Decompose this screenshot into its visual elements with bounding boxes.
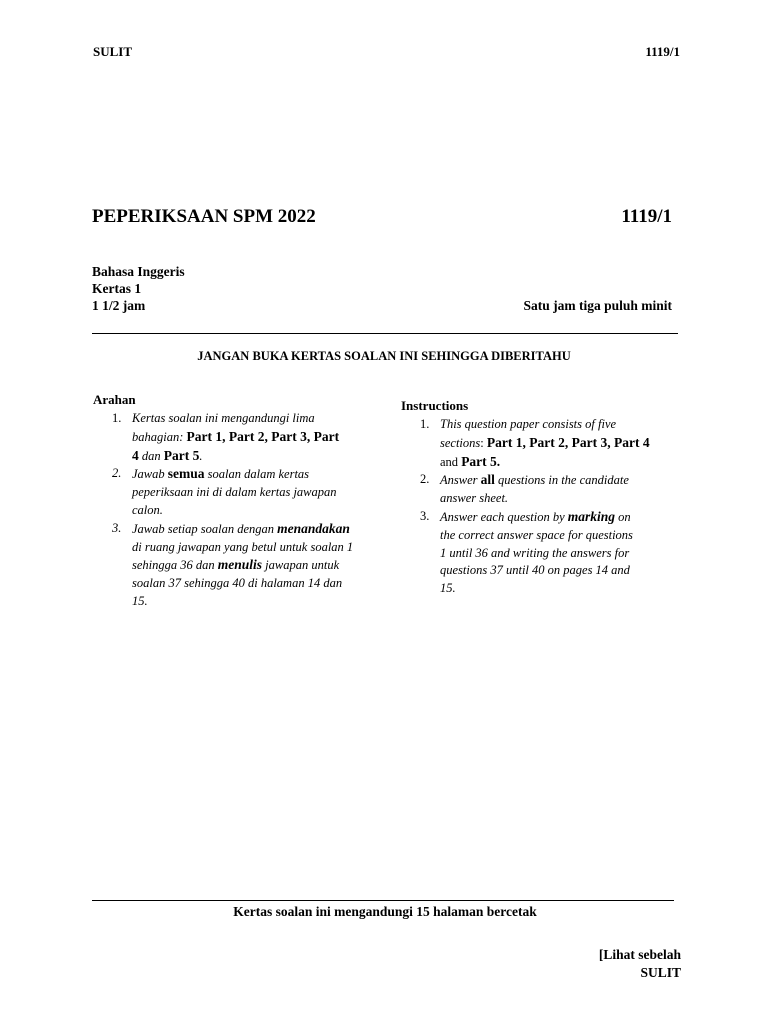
text-segment: bahagian:: [132, 429, 187, 444]
item-number: 1.: [420, 417, 430, 431]
text-segment: and: [440, 454, 462, 469]
footer-line: [92, 900, 674, 901]
header-paper-code: 1119/1: [645, 44, 680, 59]
arahan-item: [93, 465, 393, 519]
text-segment: menulis: [217, 557, 263, 573]
instructions-heading: Instructions: [401, 398, 469, 413]
text-segment: jawapan untuk: [262, 558, 340, 573]
arahan-item: [93, 410, 393, 465]
text-segment: marking: [567, 508, 616, 524]
text-segment: Part 1, Part 2, Part 3, Part 4: [486, 434, 650, 450]
instruction-item: [401, 508, 691, 598]
item-number: 1.: [112, 411, 122, 425]
text-segment: :: [480, 435, 487, 450]
text-segment: calon.: [132, 502, 163, 517]
text-segment: questions 37 until 40 on pages 14 and: [440, 563, 630, 578]
text-segment: peperiksaan ini di dalam kertas jawapan: [132, 485, 337, 500]
arahan-item: [93, 520, 393, 611]
text-segment: Part 5: [163, 447, 200, 463]
item-text: [440, 510, 633, 595]
header-classification: SULIT: [93, 44, 133, 59]
text-segment: 4: [132, 447, 139, 463]
text-segment: dan: [138, 448, 164, 463]
divider-line: [92, 333, 678, 334]
text-segment: answer sheet.: [440, 491, 509, 506]
item-text: [132, 411, 339, 463]
text-segment: 1 until 36 and writing the answers for: [440, 545, 630, 560]
text-segment: di ruang jawapan yang betul untuk soalan 1: [132, 539, 354, 554]
text-segment: .: [199, 448, 203, 463]
text-segment: sehingga 36 dan: [132, 558, 218, 573]
text-segment: the correct answer space for questions: [440, 527, 633, 542]
text-segment: 15.: [132, 593, 148, 608]
arahan-heading: Arahan: [93, 392, 136, 407]
text-segment: soalan 37 sehingga 40 di halaman 14 dan: [132, 576, 343, 591]
exam-title: PEPERIKSAAN SPM 2022: [92, 206, 316, 227]
exam-code: 1119/1: [621, 206, 672, 227]
item-text: [132, 467, 337, 517]
text-segment: questions in the candidate: [494, 473, 629, 488]
item-number: 2.: [112, 466, 122, 481]
text-segment: Answer each question by: [440, 509, 568, 524]
text-segment: on: [615, 509, 631, 524]
instructions-list: [401, 416, 691, 598]
text-segment: semua: [167, 466, 205, 482]
turn-over-note: [Lihat sebelah: [598, 947, 681, 962]
item-number: 3.: [420, 508, 430, 523]
subject-name: Bahasa Inggeris: [92, 264, 185, 279]
item-number: 2.: [420, 472, 430, 487]
text-segment: menandakan: [277, 520, 350, 536]
footer-corner: [599, 946, 681, 982]
item-text: [440, 417, 650, 469]
text-segment: 15.: [440, 581, 456, 596]
text-segment: soalan dalam kertas: [204, 467, 310, 482]
item-number: 3.: [112, 520, 122, 535]
instruction-item: [401, 471, 691, 508]
paper-number: Kertas 1: [92, 281, 142, 296]
text-segment: Jawab: [132, 467, 168, 482]
text-segment: Kertas soalan ini mengandungi lima: [132, 411, 315, 425]
item-text: [132, 522, 353, 608]
page-count-note: Kertas soalan ini mengandungi 15 halaman bercetak: [233, 904, 537, 919]
item-text: [440, 473, 629, 505]
text-segment: sections: [440, 435, 481, 450]
duration: 1 1/2 jam: [92, 298, 146, 313]
text-segment: This question paper consists of five: [440, 417, 617, 431]
footer-classification: SULIT: [640, 965, 681, 980]
instruction-item: [401, 416, 691, 471]
arahan-list: [93, 410, 393, 611]
text-segment: Jawab setiap soalan dengan: [132, 521, 278, 536]
text-segment: all: [480, 472, 495, 488]
text-segment: Part 1, Part 2, Part 3, Part: [186, 428, 340, 444]
duration-words: Satu jam tiga puluh minit: [523, 298, 672, 313]
text-segment: Answer: [440, 473, 481, 488]
do-not-open-warning: JANGAN BUKA KERTAS SOALAN INI SEHINGGA DIBERITAHU: [197, 349, 571, 363]
text-segment: Part 5.: [461, 453, 501, 469]
